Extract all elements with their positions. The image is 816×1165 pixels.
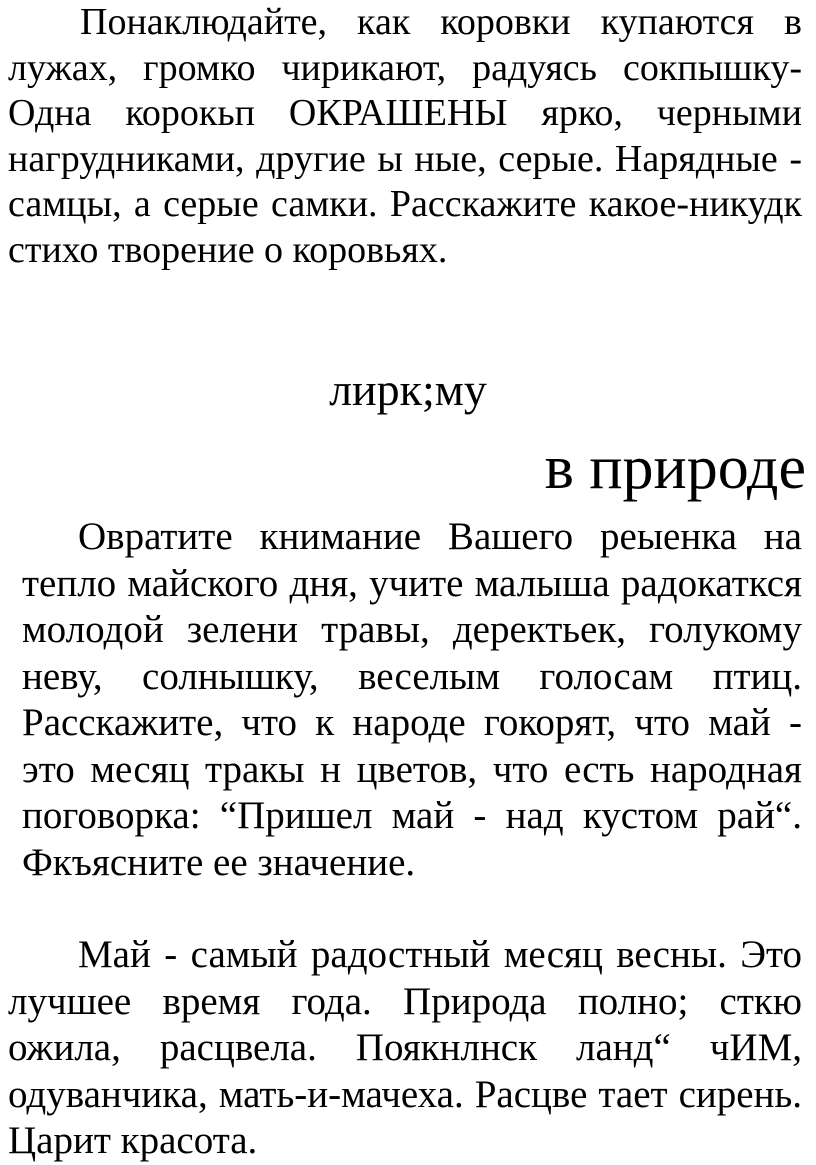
paragraph-may-day: Овратите книмание Вашего реыенка на тепло майского дня, учите малыша радокаткся молодой зелени травы, деректьек, голукому неву, солнышку, веселым голосам птиц. Расскажите, что к народе гокорят, что май - это месяц тракы н цветов, что есть народная поговорка: “Пришел май - над кустом рай“. Фкъясните ее значение. bbox=[22, 515, 802, 884]
paragraph-may-spring: Май - самый радостный месяц весны. Это лучшее время года. Природа полно; сткю ожила, расцвела. Поякнлнск ланд“ чИМ, одуванчика, мать-и-мачеха. Расцве тает сирень. Царит красота. bbox=[8, 933, 802, 1162]
paragraph-sparrows: Понаклюдайте, как коровки купаются в лужах, громко чирикают, радуясь сокпышку- Одна корокьп ОКРАШЕНЫ ярко, черными нагрудниками, другие ы ные, серые. Нарядные - самцы, а серые самки. Расскажите какое-никудк стихо творение о коровьях. bbox=[8, 1, 802, 271]
section-heading-line1: лирк;му bbox=[329, 364, 487, 415]
section-heading-line2: в природе bbox=[544, 434, 806, 502]
